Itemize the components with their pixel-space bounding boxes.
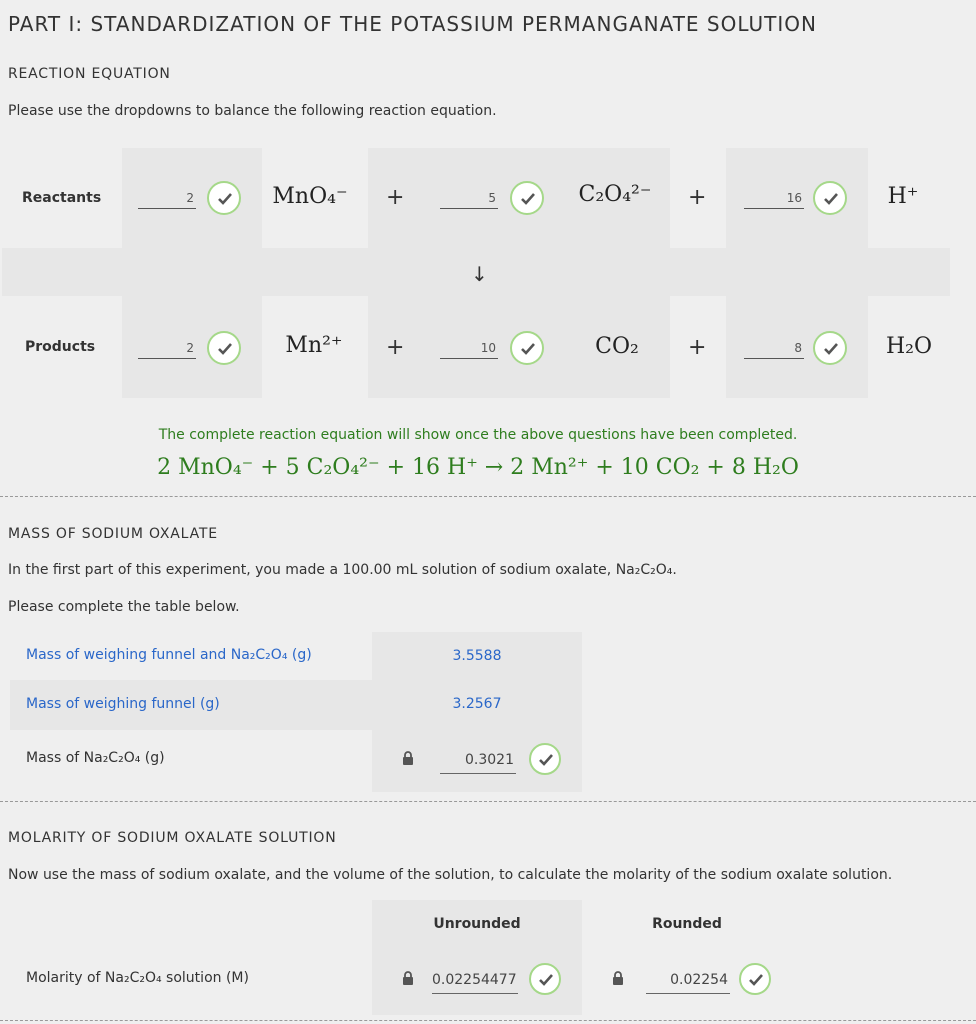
product-3-coef-dropdown[interactable]: 8 <box>744 339 804 359</box>
check-icon <box>739 963 771 995</box>
mass-instructions: Please complete the table below. <box>8 599 240 615</box>
section-divider <box>0 801 976 802</box>
reaction-heading: REACTION EQUATION <box>8 66 171 82</box>
product-1-species: Mn²⁺ <box>285 333 343 358</box>
reactant-3-coef-dropdown[interactable]: 16 <box>744 189 804 209</box>
plus-sign: + <box>688 335 707 360</box>
reactant-1-coef-dropdown[interactable]: 2 <box>138 189 196 209</box>
plus-sign: + <box>688 185 707 210</box>
reaction-instructions: Please use the dropdowns to balance the following reaction equation. <box>8 103 497 119</box>
product-2-species: CO₂ <box>595 334 639 359</box>
check-icon <box>813 181 847 215</box>
mass-result-field[interactable]: 0.3021 <box>440 750 516 774</box>
mass-row-value: 3.5588 <box>452 648 502 664</box>
lock-icon <box>612 971 624 985</box>
check-icon <box>529 963 561 995</box>
rounded-column-header: Rounded <box>652 916 722 932</box>
product-2-coef-dropdown[interactable]: 10 <box>440 339 498 359</box>
complete-equation-note: The complete reaction equation will show once the above questions have been completed. <box>158 427 798 443</box>
mass-row-label: Mass of weighing funnel (g) <box>26 696 220 712</box>
section-divider <box>0 1020 976 1021</box>
plus-sign: + <box>386 185 405 210</box>
check-icon <box>510 181 544 215</box>
reactant-1-species: MnO₄⁻ <box>272 184 348 209</box>
product-3-species: H₂O <box>885 334 933 359</box>
mass-row-label: Mass of weighing funnel and Na₂C₂O₄ (g) <box>26 647 312 663</box>
check-icon <box>529 743 561 775</box>
molarity-row-label: Molarity of Na₂C₂O₄ solution (M) <box>26 970 249 986</box>
reaction-arrow: ↓ <box>471 262 488 286</box>
product-1-coef-dropdown[interactable]: 2 <box>138 339 196 359</box>
molarity-instructions: Now use the mass of sodium oxalate, and the volume of the solution, to calculate the molarity of the sodium oxalate solution. <box>8 867 893 883</box>
section-divider <box>0 496 976 497</box>
unrounded-column-header: Unrounded <box>433 916 521 932</box>
mass-heading: MASS OF SODIUM OXALATE <box>8 526 218 542</box>
products-label: Products <box>25 339 96 355</box>
rounded-molarity-field[interactable]: 0.02254 <box>646 970 730 994</box>
check-icon <box>207 181 241 215</box>
mass-row-value: 3.2567 <box>452 696 502 712</box>
mass-row-label: Mass of Na₂C₂O₄ (g) <box>26 750 165 766</box>
molarity-heading: MOLARITY OF SODIUM OXALATE SOLUTION <box>8 830 337 846</box>
check-icon <box>813 331 847 365</box>
reactant-2-species: C₂O₄²⁻ <box>578 182 652 207</box>
check-icon <box>510 331 544 365</box>
mass-intro: In the first part of this experiment, you made a 100.00 mL solution of sodium oxalate, Na₂C₂O₄. <box>8 562 677 578</box>
lock-icon <box>402 971 414 985</box>
reactant-3-species: H⁺ <box>887 184 919 209</box>
reactants-label: Reactants <box>22 190 102 206</box>
check-icon <box>207 331 241 365</box>
unrounded-molarity-field[interactable]: 0.02254477 <box>432 970 518 994</box>
lock-icon <box>402 751 414 765</box>
complete-equation: 2 MnO₄⁻ + 5 C₂O₄²⁻ + 16 H⁺ → 2 Mn²⁺ + 10 CO₂ + 8 H₂O <box>157 455 799 480</box>
page-title: PART I: STANDARDIZATION OF THE POTASSIUM PERMANGANATE SOLUTION <box>8 12 817 36</box>
reactant-2-coef-dropdown[interactable]: 5 <box>440 189 498 209</box>
plus-sign: + <box>386 335 405 360</box>
